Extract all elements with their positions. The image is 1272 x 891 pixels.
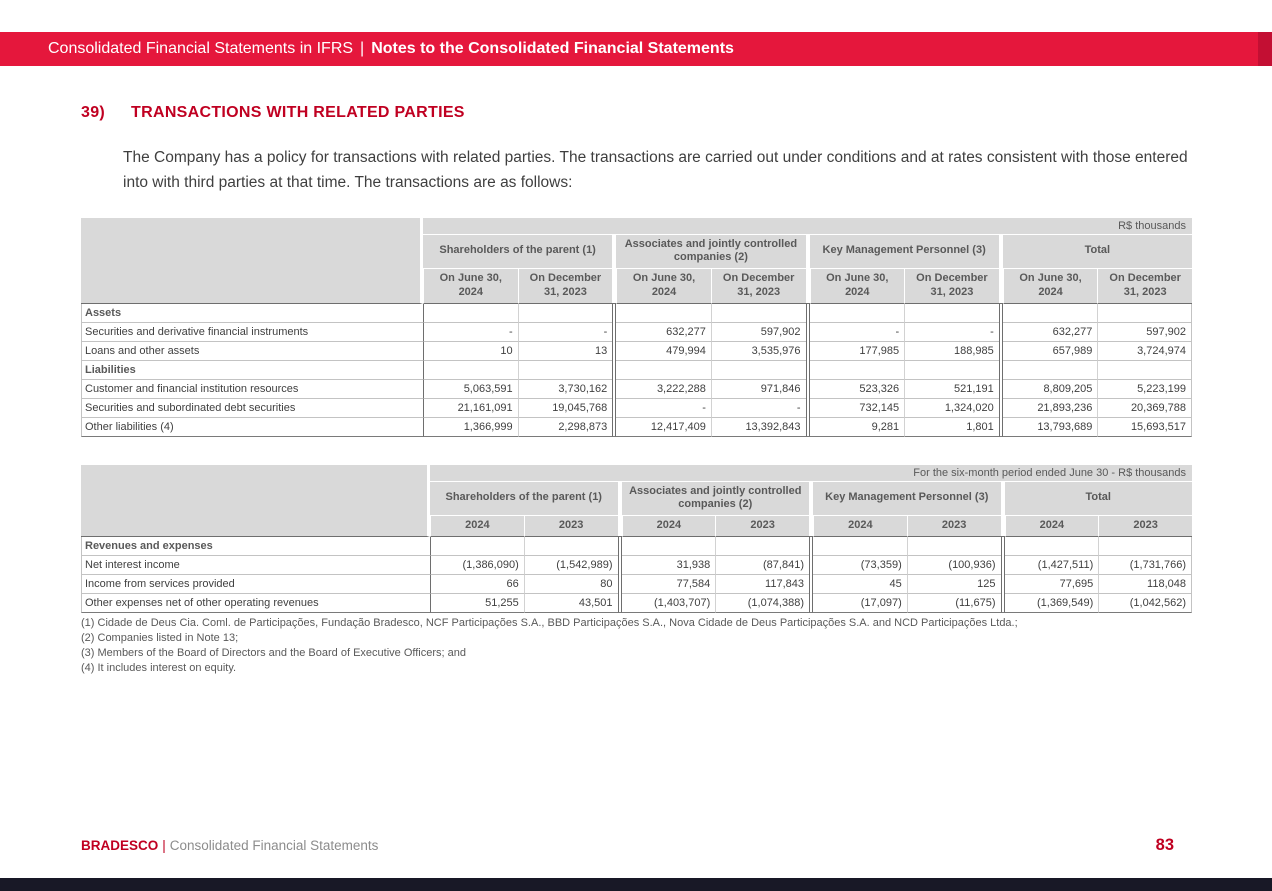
group-header: Associates and jointly controlled companies (2) [622, 481, 810, 516]
value-cell [715, 537, 809, 556]
value-cell: 20,369,788 [1097, 399, 1192, 418]
value-cell [810, 361, 905, 380]
value-cell: (1,369,549) [1005, 594, 1099, 613]
value-cell: (87,841) [715, 556, 809, 575]
value-cell: 77,584 [622, 575, 716, 594]
value-cell: 13,793,689 [1003, 418, 1098, 437]
column-header: 2023 [715, 515, 809, 537]
unit-row [81, 218, 1192, 234]
value-cell: 13,392,843 [711, 418, 806, 437]
results-table [81, 465, 1192, 613]
value-cell: 118,048 [1098, 575, 1192, 594]
unit-label: R$ thousands [423, 218, 1192, 234]
footer-divider: | [162, 838, 166, 853]
value-cell: 3,730,162 [518, 380, 613, 399]
value-cell: (1,731,766) [1098, 556, 1192, 575]
column-header: 2023 [524, 515, 618, 537]
value-cell: (100,936) [907, 556, 1001, 575]
value-cell: 5,223,199 [1097, 380, 1192, 399]
value-cell: 77,695 [1005, 575, 1099, 594]
value-cell: (1,403,707) [622, 594, 716, 613]
value-cell: 1,324,020 [904, 399, 999, 418]
value-cell: - [904, 323, 999, 342]
section-row [81, 361, 1192, 380]
value-cell [711, 361, 806, 380]
value-cell: 1,366,999 [423, 418, 518, 437]
value-cell: (17,097) [813, 594, 907, 613]
value-cell [423, 304, 518, 323]
column-header: On June 30, 2024 [616, 268, 711, 304]
table-row [81, 399, 1192, 418]
value-cell: 10 [423, 342, 518, 361]
value-cell [1005, 537, 1099, 556]
balances-table-body [81, 304, 1192, 437]
value-cell: 43,501 [524, 594, 618, 613]
value-cell [616, 361, 711, 380]
group-header: Shareholders of the parent (1) [430, 481, 618, 516]
page-header-title [48, 40, 734, 58]
note-heading [81, 104, 1192, 122]
row-label: Securities and subordinated debt securities [81, 399, 423, 418]
footnote-3: (3) Members of the Board of Directors and the Board of Executive Officers; and [81, 647, 466, 660]
corner-cell [81, 465, 430, 537]
value-cell: (73,359) [813, 556, 907, 575]
value-cell: 3,222,288 [616, 380, 711, 399]
page-content [81, 104, 1192, 677]
column-header: On June 30, 2024 [1003, 268, 1098, 304]
value-cell: 19,045,768 [518, 399, 613, 418]
table-row [81, 556, 1192, 575]
value-cell: - [518, 323, 613, 342]
value-cell [1097, 304, 1192, 323]
column-header: 2023 [1098, 515, 1192, 537]
value-cell: 8,809,205 [1003, 380, 1098, 399]
section-row [81, 537, 1192, 556]
column-header: 2024 [813, 515, 907, 537]
column-header: On June 30, 2024 [810, 268, 905, 304]
header-title-left: Consolidated Financial Statements in IFRS [48, 40, 354, 57]
row-label: Assets [81, 304, 423, 323]
group-header: Key Management Personnel (3) [810, 234, 999, 269]
value-cell [904, 361, 999, 380]
value-cell [423, 361, 518, 380]
results-table-body [81, 537, 1192, 613]
value-cell: 521,191 [904, 380, 999, 399]
row-label: Other liabilities (4) [81, 418, 423, 437]
column-header: 2024 [1005, 515, 1099, 537]
value-cell: (1,427,511) [1005, 556, 1099, 575]
value-cell [616, 304, 711, 323]
value-cell [524, 537, 618, 556]
unit-label: For the six-month period ended June 30 - R$ thousands [430, 465, 1192, 481]
header-title-right: Notes to the Consolidated Financial Statements [371, 40, 734, 57]
table-row [81, 323, 1192, 342]
value-cell: 732,145 [810, 399, 905, 418]
value-cell: 657,989 [1003, 342, 1098, 361]
value-cell: 80 [524, 575, 618, 594]
value-cell: (1,542,989) [524, 556, 618, 575]
value-cell [1003, 361, 1098, 380]
row-label: Income from services provided [81, 575, 430, 594]
group-header: Associates and jointly controlled companies (2) [616, 234, 805, 269]
column-header: 2024 [622, 515, 716, 537]
header-title-divider: | [360, 40, 365, 57]
value-cell: 12,417,409 [616, 418, 711, 437]
group-header: Total [1003, 234, 1192, 269]
band-accent-strip [1258, 32, 1272, 66]
row-label: Liabilities [81, 361, 423, 380]
value-cell: 51,255 [430, 594, 524, 613]
value-cell [907, 537, 1001, 556]
bottom-bar [0, 878, 1272, 891]
value-cell: - [616, 399, 711, 418]
value-cell: - [810, 323, 905, 342]
page-number: 83 [1155, 836, 1174, 854]
row-label: Loans and other assets [81, 342, 423, 361]
page-footer [81, 836, 1192, 855]
value-cell [813, 537, 907, 556]
value-cell: 971,846 [711, 380, 806, 399]
intro-paragraph: The Company has a policy for transactions with related parties. The transactions are carried out under conditions and at rates consistent with those entered into with third parties at that time. The transactions are as follows: [123, 149, 1188, 191]
value-cell: 3,535,976 [711, 342, 806, 361]
note-title: TRANSACTIONS WITH RELATED PARTIES [131, 104, 465, 121]
value-cell: 21,161,091 [423, 399, 518, 418]
value-cell: 21,893,236 [1003, 399, 1098, 418]
table-row [81, 418, 1192, 437]
footnote-4: (4) It includes interest on equity. [81, 662, 237, 675]
value-cell: 5,063,591 [423, 380, 518, 399]
value-cell: 9,281 [810, 418, 905, 437]
group-header: Total [1005, 481, 1193, 516]
note-number: 39) [81, 104, 106, 121]
value-cell [1003, 304, 1098, 323]
value-cell [622, 537, 716, 556]
column-header: 2024 [430, 515, 524, 537]
column-header: On December 31, 2023 [1097, 268, 1192, 304]
table-row [81, 575, 1192, 594]
value-cell: 1,801 [904, 418, 999, 437]
footnote-1: (1) Cidade de Deus Cia. Coml. de Participações, Fundação Bradesco, NCF Participações S.A., BBD Participações S.A., Nova Cidade de Deus Participações S.A. and NCD Participações Ltda.; [81, 616, 1018, 629]
value-cell: 117,843 [715, 575, 809, 594]
table-row [81, 594, 1192, 613]
value-cell [711, 304, 806, 323]
value-cell: 479,994 [616, 342, 711, 361]
value-cell: 66 [430, 575, 524, 594]
row-label: Other expenses net of other operating revenues [81, 594, 430, 613]
value-cell: 2,298,873 [518, 418, 613, 437]
value-cell: - [711, 399, 806, 418]
value-cell [1097, 361, 1192, 380]
corner-cell [81, 218, 423, 304]
row-label: Revenues and expenses [81, 537, 430, 556]
column-header: On December 31, 2023 [711, 268, 806, 304]
value-cell: 597,902 [711, 323, 806, 342]
column-header: On June 30, 2024 [423, 268, 518, 304]
footnotes [81, 616, 1192, 677]
footer-label: Consolidated Financial Statements [169, 838, 379, 853]
value-cell [1098, 537, 1192, 556]
table-row [81, 380, 1192, 399]
value-cell: (1,386,090) [430, 556, 524, 575]
value-cell [518, 361, 613, 380]
column-header: 2023 [907, 515, 1001, 537]
value-cell: 3,724,974 [1097, 342, 1192, 361]
value-cell: 13 [518, 342, 613, 361]
value-cell: 632,277 [1003, 323, 1098, 342]
value-cell: 188,985 [904, 342, 999, 361]
value-cell: (11,675) [907, 594, 1001, 613]
page-header-band [0, 32, 1272, 66]
value-cell: 45 [813, 575, 907, 594]
value-cell: 31,938 [622, 556, 716, 575]
value-cell: (1,042,562) [1098, 594, 1192, 613]
group-header: Shareholders of the parent (1) [423, 234, 612, 269]
value-cell: 177,985 [810, 342, 905, 361]
value-cell: - [423, 323, 518, 342]
value-cell: (1,074,388) [715, 594, 809, 613]
balances-table [81, 218, 1192, 437]
value-cell: 523,326 [810, 380, 905, 399]
table-row [81, 342, 1192, 361]
value-cell [810, 304, 905, 323]
value-cell: 15,693,517 [1097, 418, 1192, 437]
footer-brand-line [81, 838, 378, 853]
group-header: Key Management Personnel (3) [813, 481, 1001, 516]
footer-brand: BRADESCO [81, 838, 159, 853]
value-cell [518, 304, 613, 323]
row-label: Net interest income [81, 556, 430, 575]
footnote-2: (2) Companies listed in Note 13; [81, 632, 239, 645]
value-cell [904, 304, 999, 323]
column-header: On December 31, 2023 [518, 268, 613, 304]
value-cell: 125 [907, 575, 1001, 594]
value-cell: 632,277 [616, 323, 711, 342]
column-header: On December 31, 2023 [904, 268, 999, 304]
row-label: Securities and derivative financial instruments [81, 323, 423, 342]
unit-row [81, 465, 1192, 481]
value-cell [430, 537, 524, 556]
section-row [81, 304, 1192, 323]
value-cell: 597,902 [1097, 323, 1192, 342]
row-label: Customer and financial institution resources [81, 380, 423, 399]
